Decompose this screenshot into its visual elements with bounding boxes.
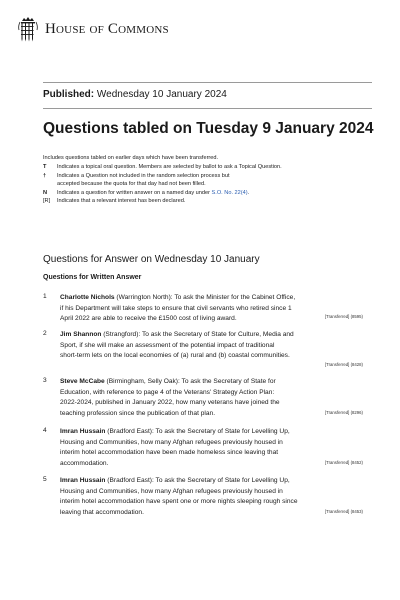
legend-item xyxy=(43,163,343,172)
house-name xyxy=(45,21,169,38)
question-line: April 2022 are able to receive the £1500 cost of living award. xyxy=(60,315,237,322)
member-name: Charlotte Nichols xyxy=(60,294,115,301)
legend-symbol: N xyxy=(43,189,48,196)
question-line: 2022-2024, published in January 2022, how many veterans have joined the xyxy=(60,399,280,406)
question-line: teaching profession since the publication of that plan. xyxy=(60,409,216,417)
legend-symbol: [R] xyxy=(43,198,51,205)
question-line: To ask the Secretary of State for Levelling Up, xyxy=(155,428,290,435)
question-line: Sport, if she will make an assessment of the potential impact of traditional xyxy=(60,341,275,349)
legend-text-after: . xyxy=(247,189,250,196)
question-reference: [Transferred] (8452) xyxy=(324,460,363,465)
question-text xyxy=(60,330,362,362)
header xyxy=(16,14,169,44)
constituency: (Strangford): xyxy=(101,331,142,338)
legend-text-main: Indicates a question for written answer on a named day under xyxy=(57,189,212,196)
legend-text: Indicates a topical oral question. Members are selected by ballot to ask a Topical Question. xyxy=(57,164,282,170)
question-text xyxy=(60,427,362,469)
divider-top xyxy=(43,82,372,83)
portcullis-icon xyxy=(16,16,40,42)
question-number: 1 xyxy=(43,293,47,300)
question-line: leaving that accommodation. xyxy=(60,508,144,516)
question-line: Housing and Communities, how many Afghan refugees previously housed in xyxy=(60,438,283,446)
question-line: interim hotel accommodation have been made homeless since leaving that xyxy=(60,449,279,456)
legend-item xyxy=(43,189,343,198)
question-line: if his Department will take steps to ensure that civil servants who retired since 1 xyxy=(60,304,292,312)
published-line xyxy=(43,89,227,100)
question-reference: [Transferred] (8296) xyxy=(324,410,363,415)
member-name: Imran Hussain xyxy=(60,428,106,435)
question-number: 2 xyxy=(43,330,47,337)
constituency: (Bradford East): xyxy=(105,477,156,484)
question-number: 5 xyxy=(43,476,47,483)
question-line: To ask the Minister for the Cabinet Office, xyxy=(174,294,296,301)
house-name-text: House of Commons xyxy=(45,20,169,37)
standing-order-link[interactable]: S.O. No. 22(4) xyxy=(211,189,248,196)
question-text xyxy=(60,476,362,518)
legend-symbol: † xyxy=(43,172,47,179)
question-reference: [Transferred] (8595) xyxy=(324,314,363,319)
question-line: To ask the Secretary of State for Culture, Media and xyxy=(141,331,294,338)
question-line: accommodation. xyxy=(60,459,109,467)
question-number: 4 xyxy=(43,427,47,434)
constituency: (Bradford East): xyxy=(105,428,156,435)
question-reference: [Transferred] (8428) xyxy=(324,362,363,367)
question-line: Education, with reference to page 4 of the Veterans' Strategy Action Plan: xyxy=(60,388,275,396)
legend-symbol: T xyxy=(43,164,47,170)
member-name: Imran Hussain xyxy=(60,477,106,484)
divider-bottom xyxy=(43,108,372,109)
section-title: Questions for Answer on Wednesday 10 January xyxy=(43,254,260,265)
question-number: 3 xyxy=(43,377,47,384)
member-name: Steve McCabe xyxy=(60,378,105,385)
question-line: short-term lets on the local economies of (a) rural and (b) coastal communities. xyxy=(60,352,290,359)
question-line: To ask the Secretary of State for Levelling Up, xyxy=(155,477,290,484)
question-reference: [Transferred] (8453) xyxy=(324,509,363,514)
legend-text: Indicates a Question not included in the random selection process but accepted because the quota for that day had not been filled. xyxy=(57,172,230,188)
subsection-title: Questions for Written Answer xyxy=(43,274,142,281)
legend-text: Indicates that a relevant interest has been declared. xyxy=(57,198,186,205)
legend-item xyxy=(43,172,343,189)
question-line: Housing and Communities, how many Afghan refugees previously housed in xyxy=(60,487,283,495)
page-title: Questions tabled on Tuesday 9 January 2024 xyxy=(43,120,374,137)
constituency: (Warrington North): xyxy=(114,294,175,301)
constituency: (Birmingham, Selly Oak): xyxy=(104,378,182,385)
question-text xyxy=(60,293,362,325)
intro-text: Includes questions tabled on earlier days which have been transferred. xyxy=(43,155,219,161)
question-line: interim hotel accommodation have spent one or more nights sleeping rough since xyxy=(60,498,298,505)
question-text xyxy=(60,377,362,419)
symbol-legend xyxy=(43,163,343,206)
legend-text xyxy=(57,189,249,198)
member-name: Jim Shannon xyxy=(60,331,102,338)
published-label: Published: xyxy=(43,89,95,100)
published-date: Wednesday 10 January 2024 xyxy=(96,89,227,100)
question-line: To ask the Secretary of State for xyxy=(181,378,276,385)
legend-item xyxy=(43,197,343,206)
